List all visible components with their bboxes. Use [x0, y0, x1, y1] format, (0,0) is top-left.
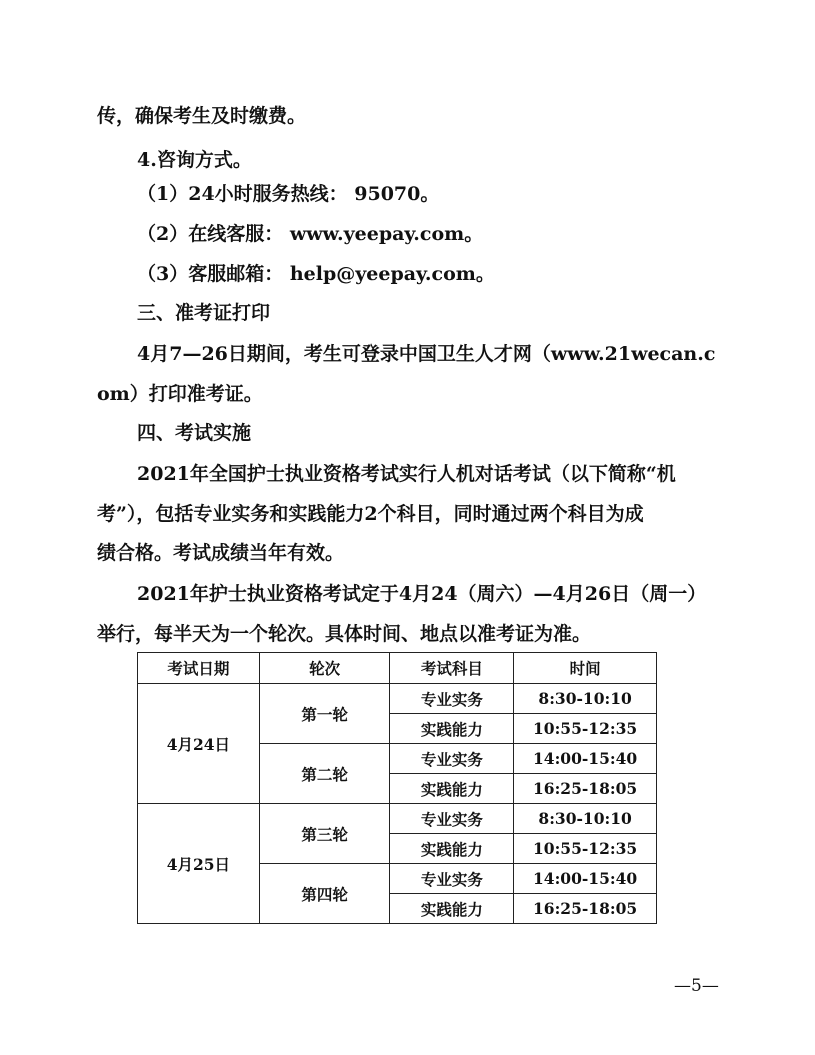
paragraph-line: 绩合格。考试成绩当年有效。	[97, 542, 345, 564]
subject-cell: 实践能力	[390, 774, 514, 804]
subject-cell: 实践能力	[390, 834, 514, 864]
round-cell: 第二轮	[259, 744, 390, 804]
paragraph-line: （1）24小时服务热线： 95070。	[137, 183, 440, 205]
round-cell: 第四轮	[259, 864, 390, 924]
paragraph-line: 4月7—26日期间，考生可登录中国卫生人才网（www.21wecan.c	[137, 343, 716, 365]
subject-cell: 实践能力	[390, 894, 514, 924]
paragraph-line: 2021年全国护士执业资格考试实行人机对话考试（以下简称“机	[137, 463, 676, 485]
paragraph-line: 2021年护士执业资格考试定于4月24（周六）—4月26日（周一）	[137, 583, 707, 605]
subject-cell: 专业实务	[390, 864, 514, 894]
table-row	[138, 804, 657, 834]
paragraph-line: 传，确保考生及时缴费。	[97, 105, 307, 127]
paragraph-line: om）打印准考证。	[97, 383, 263, 405]
subject-cell: 专业实务	[390, 684, 514, 714]
section-heading: 三、准考证打印	[137, 302, 271, 324]
time-cell: 8:30-10:10	[514, 804, 657, 834]
table-header-row	[138, 653, 657, 684]
time-cell: 16:25-18:05	[514, 774, 657, 804]
header-date: 考试日期	[138, 653, 260, 684]
page-number: —5—	[674, 976, 719, 996]
section-heading: 四、考试实施	[137, 422, 252, 444]
header-subject: 考试科目	[390, 653, 514, 684]
time-cell: 14:00-15:40	[514, 744, 657, 774]
paragraph-line: 考”），包括专业实务和实践能力2个科目，同时通过两个科目为成	[97, 503, 644, 525]
time-cell: 10:55-12:35	[514, 714, 657, 744]
table-row	[138, 684, 657, 714]
round-cell: 第一轮	[259, 684, 390, 744]
header-time: 时间	[514, 653, 657, 684]
time-cell: 16:25-18:05	[514, 894, 657, 924]
date-cell: 4月24日	[138, 684, 260, 804]
paragraph-line: （2）在线客服： www.yeepay.com。	[137, 223, 484, 245]
time-cell: 8:30-10:10	[514, 684, 657, 714]
subject-cell: 专业实务	[390, 744, 514, 774]
exam-schedule-table	[137, 652, 657, 924]
paragraph-line: 4.咨询方式。	[137, 149, 252, 171]
time-cell: 10:55-12:35	[514, 834, 657, 864]
date-cell: 4月25日	[138, 804, 260, 924]
paragraph-line: （3）客服邮箱： help@yeepay.com。	[137, 263, 495, 285]
header-round: 轮次	[259, 653, 390, 684]
time-cell: 14:00-15:40	[514, 864, 657, 894]
subject-cell: 专业实务	[390, 804, 514, 834]
paragraph-line: 举行，每半天为一个轮次。具体时间、地点以准考证为准。	[97, 623, 592, 645]
subject-cell: 实践能力	[390, 714, 514, 744]
round-cell: 第三轮	[259, 804, 390, 864]
